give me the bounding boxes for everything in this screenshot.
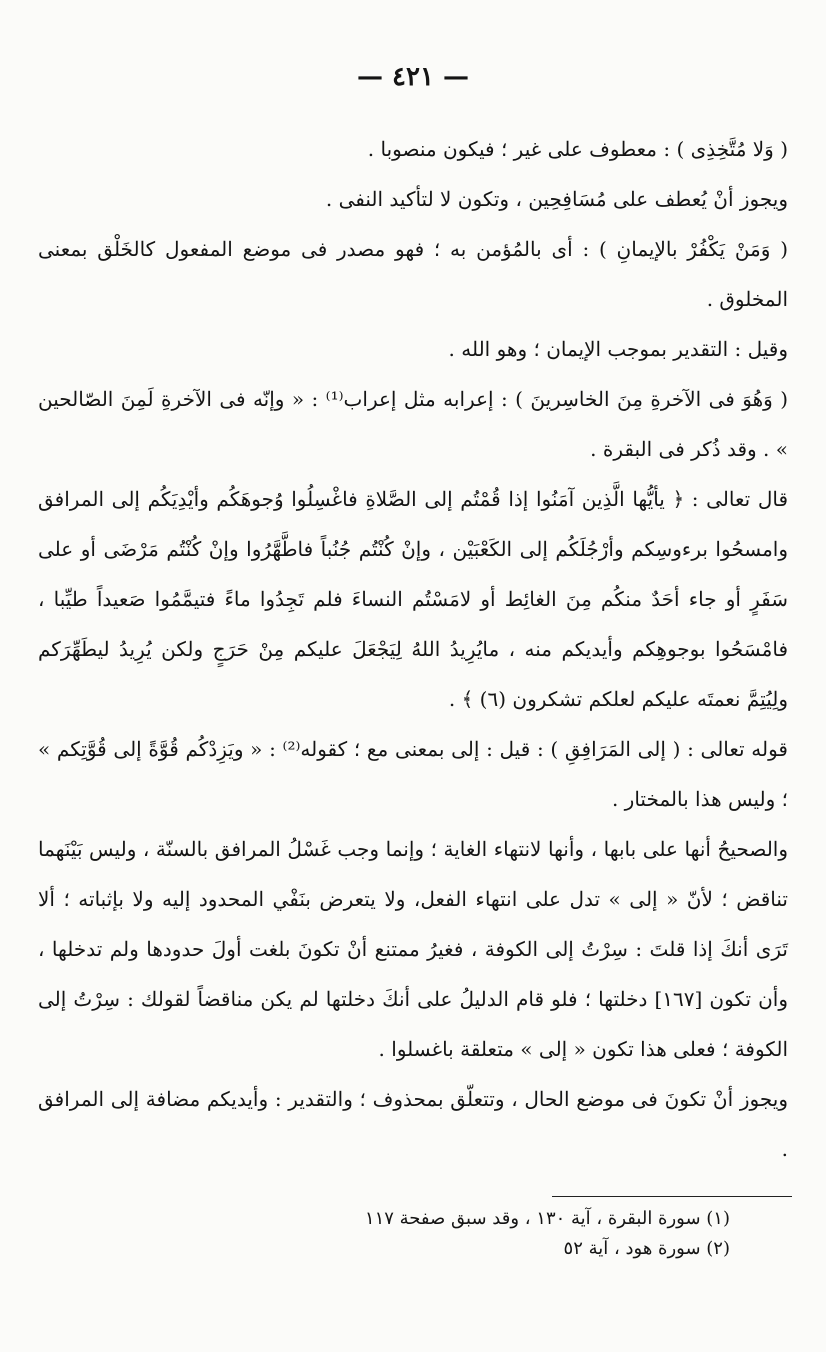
footnote-divider <box>552 1196 792 1197</box>
paragraph: ( وَهُوَ فى الآخرةِ مِنَ الخاسِرينَ ) : إعرابه مثل إعراب⁽¹⁾ : « وإنّه فى الآخرةِ لَمِنَ الصّالحين » . وقد ذُكر فى البقرة . <box>38 387 788 461</box>
main-text <box>38 124 788 1174</box>
paragraph: ويجوز أنْ تكونَ فى موضع الحال ، وتتعلّق بمحذوف ؛ والتقدير : وأيديكم مضافة إلى المرافق . <box>38 1087 788 1161</box>
quran-verse-paragraph: قال تعالى : ﴿ يأيُّها الَّذِين آمَنُوا إذا قُمْتُم إلى الصَّلاةِ فاغْسِلُوا وُجوهَكُم وأيْدِيَكُم إلى المرافق وامسحُوا برءوسِكم وأرْجُلَكُم إلى الكَعْبَيْن ، وإنْ كُنْتُم جُنُباً فاطَّهَّرُوا وإنْ كُنْتُم مَرْضَى أو على سَفَرٍ أو جاء أحَدٌ منكُم مِنَ الغائِط أو لامَسْتُم النساءَ فلم تَجِدُوا ماءً فتيمَّمُوا صَعيداً طيِّبا ، فامْسَحُوا بوجوهِكم وأيديكم منه ، مايُرِيدُ اللهُ لِيَجْعَلَ عليكم مِنْ حَرَجٍ ولكن يُرِيدُ ليطَهِّرَكم ولِيُتِمَّ نعمتَه عليكم لعلكم تشكرون (٦) ﴾ . <box>38 487 789 711</box>
footnotes <box>210 1204 730 1264</box>
footnote: (٢) سورة هود ، آية ٥٢ <box>563 1238 730 1259</box>
paragraph: قوله تعالى : ( إلى المَرَافِقِ ) : قيل : إلى بمعنى مع ؛ كقوله⁽²⁾ : « ويَزِدْكُم قُوَّةً إلى قُوَّتِكم » ؛ وليس هذا بالمختار . <box>38 737 788 811</box>
paragraph: ويجوز أنْ يُعطف على مُسَافِحِين ، وتكون لا لتأكيد النفى . <box>325 187 788 211</box>
paragraph: ( وَلا مُتَّخِذِى ) : معطوف على غير ؛ فيكون منصوبا . <box>367 137 788 161</box>
paragraph: والصحيحُ أنها على بابها ، وأنها لانتهاء الغاية ؛ وإنما وجب غَسْلُ المرافق بالسنّة ، وليس بَيْنَهما تناقض ؛ لأنّ « إلى » تدل على انتهاء الفعل، ولا يتعرض بنَفْي المحدود إليه ولا بإثباته ؛ ألا تَرَى أنكَ إذا قلتَ : سِرْتُ إلى الكوفة ، فغيرُ ممتنع أنْ تكونَ بلغت أولَ حدودها ولم تدخلها ، وأن تكون [١٦٧] دخلتها ؛ فلو قام الدليلُ على أنكَ دخلتها لم يكن مناقضاً لقولك : سِرْتُ إلى الكوفة ؛ فعلى هذا تكون « إلى » متعلقة باغسلوا . <box>38 837 788 1061</box>
paragraph: وقيل : التقدير بموجب الإيمان ؛ وهو الله . <box>448 337 788 361</box>
page-number: — ٤٢١ — <box>356 62 470 92</box>
footnote: (١) سورة البقرة ، آية ١٣٠ ، وقد سبق صفحة ١١٧ <box>364 1208 730 1229</box>
paragraph: ( وَمَنْ يَكْفُرْ بالإيمانِ ) : أى بالمُؤمن به ؛ فهو مصدر فى موضع المفعول كالخَلْق بمعنى المخلوق . <box>38 237 788 311</box>
